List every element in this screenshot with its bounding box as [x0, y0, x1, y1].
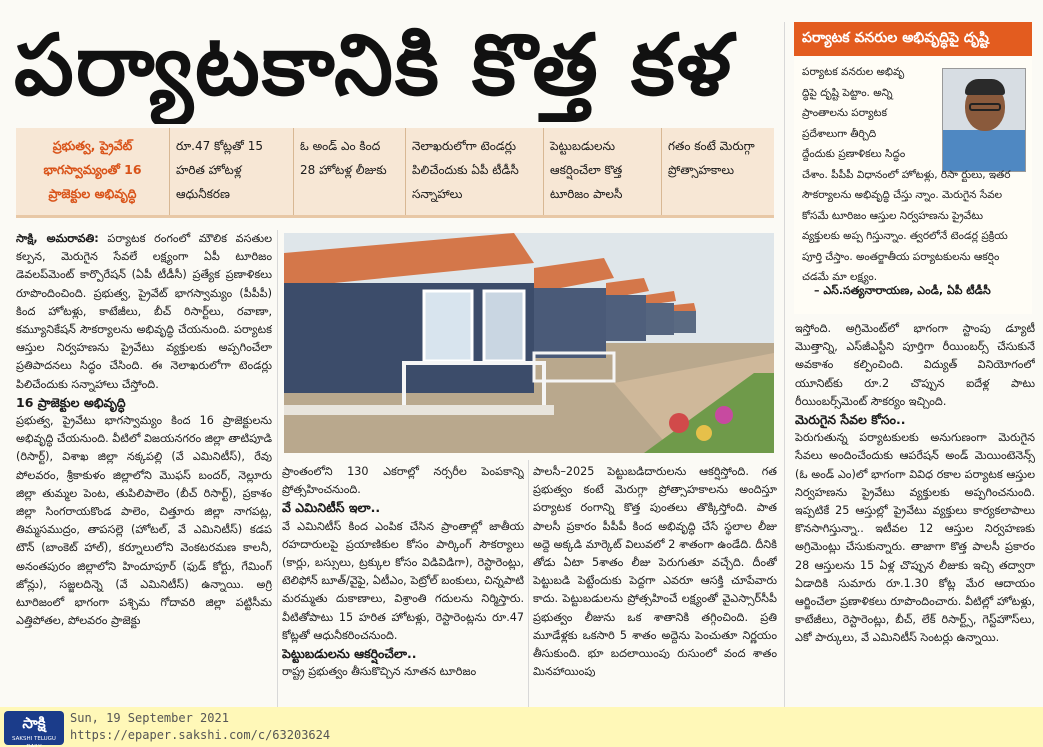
highlight-item: పెట్టుబడులను ఆకర్షించేలా కొత్త టూరిజం పాలసీ: [544, 128, 662, 215]
quote-line: ప్రదేశాలుగా తీర్చిది: [802, 127, 877, 140]
paragraph: ప్రభుత్వ, ప్రైవేటు భాగస్వామ్యం కింద 16 ప్రాజెక్టులను అభివృద్ధి చేయనుంది. వీటిలో విజయనగరం జిల్లా తాటిపూడి (రిసార్ట్), విశాఖ జిల్లా నక్కపల్లి (వే ఎమినిటీస్), రేవు పోలవరం, శ్రీకాకుళం జిల్లాలోని మొఫస్ బందర్, నెల్లూరు జిల్లా తుమ్మల పెంట, తుపిలిపాలెం (బీచ్ రిసార్ట్), ప్రకాశం జిల్లా సింగరాయకొండ పాలెం, చిత్తూరు జిల్లా నాగపట్ల, తిమ్మసముద్రం, తాపసల్లె (హోటల్, వే ఎమినిటీస్) కడప టౌన్ (బాంకెట్ హాల్), కర్నూలులోని వెంకటరమణ కాలనీ, అనంతపురం జిల్లాలోని హిందూపూర్ (ఫుడ్ కోర్టు, గేమింగ్ జోన్లు), సజ్జలదిన్నె (వే ఎమినిటీస్) ఉన్నాయి. అగ్రి టూరిజంలో భాగంగా పశ్చిమ గోదావరి జిల్లా పట్టిసీమ ఎత్తిపోతల, పోలవరం ప్రాజెక్టు: [16, 414, 272, 628]
logo-subtext: SAKSHI TELUGU DAILY: [12, 736, 56, 747]
paragraph: పర్యాటక రంగంలో మౌలిక వసతుల కల్పన, మెరుగైన సేవలే లక్ష్యంగా ఏపీ టూరిజం డెవలప్‌మెంట్ కార్పొరేషన్ (ఏపీ టీడీసీ) ప్రత్యేక ప్రణాళికలు రూపొందించింది. ప్రభుత్వ, ప్రైవేట్ భాగస్వామ్యం (పీపీపీ) కింద హోటళ్లు, కాటేజీలు, బీచ్ రిసార్ట్‌లు, రవాణా, కమ్యూనికేషన్ సౌకర్యాలను అభివృద్ధి చేయనుంది. పర్యాటక ఆస్తుల నిర్వహణను ప్రైవేటు వ్యక్తులకు అప్పగించేలా ప్రతిపాదనలు సిద్ధం చేసింది. ఈ నెలాఖరులోగా టెండర్లు పిలిచేందుకు సన్నాహాలు చేస్తోంది.: [16, 232, 272, 391]
highlight-item: ఓ అండ్ ఎం కింద 28 హోటళ్ల లీజుకు: [294, 128, 406, 215]
column-divider: [528, 460, 529, 707]
paragraph: ప్రాంతంలోని 130 ఎకరాల్లో నర్సరీల పెంపకాన్ని ప్రోత్సహించనుంది.: [282, 465, 524, 497]
highlight-item: ప్రభుత్వ, ప్రైవేట్ భాగస్వామ్యంతో 16 ప్రాజెక్టుల అభివృద్ధి: [16, 128, 170, 215]
subheading: 16 ప్రాజెక్టుల అభివృద్ధి: [16, 394, 126, 410]
sidebar-title: పర్యాటక వనరుల అభివృద్ధిపై దృష్టి: [794, 22, 1032, 56]
highlights-strip: [16, 128, 774, 218]
sidebar-quote-box: [794, 22, 1032, 314]
paragraph: రాష్ట్ర ప్రభుత్వం తీసుకొచ్చిన నూతన టూరిజం: [282, 665, 477, 679]
headline: పర్యాటకానికి కొత్త కళ: [14, 16, 734, 114]
subheading: మెరుగైన సేవల కోసం..: [795, 412, 906, 428]
quote-line: ద్ధిపై దృష్టి పెట్టాం. అన్ని: [802, 86, 893, 99]
highlight-item: రూ.47 కోట్లతో 15 హరిత హోటళ్ల ఆధునీకరణ: [170, 128, 294, 215]
column-divider: [784, 22, 785, 707]
quote-line: పర్యాటక వనరుల అభివృ: [802, 66, 905, 78]
article-column: [282, 463, 524, 708]
cottages-photo: [284, 233, 774, 453]
article-column: [795, 320, 1035, 708]
paragraph: ఇస్తోంది. అగ్రిమెంట్‌లో భాగంగా స్టాంపు డ్యూటీ మొత్తాన్ని, ఎస్‌జీఎస్టీని పూర్తిగా రీయింబర్స్ చేసుకునే అవకాశం కల్పించింది. విద్యుత్ వినియోగంలో యూనిట్‌కు రూ.2 చొప్పున ఐదేళ్ల పాటు రీయింబర్స్‌మెంట్ సౌకర్యం ఇచ్చింది.: [795, 322, 1035, 408]
source-link[interactable]: https://epaper.sakshi.com/c/63203624: [70, 728, 331, 742]
column-divider: [277, 230, 278, 707]
article-column: [16, 230, 272, 706]
logo-text: సాక్షి: [22, 714, 46, 732]
subheading: వే ఎమినిటీస్ ఇలా..: [282, 500, 381, 516]
paragraph: పెరుగుతున్న పర్యాటకులకు అనుగుణంగా మెరుగైన సేవలు అందించేందుకు ఆపరేషన్ అండ్ మెయింటెనెన్స్ (ఓ అండ్ ఎం)లో భాగంగా వివిధ రకాల పర్యాటక ఆస్తుల నిర్వహణను ప్రైవేటు వ్యక్తులకు అప్పగించనుంది. ఇప్పటికే 25 ఆస్తుల్లో ప్రైవేటు వ్యక్తులు కార్యకలాపాలు కొనసాగిస్తున్నా.. ఇటీవల 12 ఆస్తుల నిర్వహణకు అగ్రిమెంట్లు చేసుకున్నారు. తాజాగా కొత్త పాలసీ ప్రకారం 28 ఆస్తులను 15 ఏళ్ల చొప్పున లీజుకు ఇచ్చి తద్వారా ఏడాదికి సుమారు రూ.1.30 కోట్ల మేర ఆదాయం ఆర్జించేలా ప్రణాళికలు రూపొందించారు. వీటిల్లో హోటళ్లు, కాటేజీలు, రెస్టారెంట్లు, బీచ్, లేక్ రిసార్ట్స్, గెస్ట్‌హౌస్‌లు, ఎకో పార్కులు, వే ఎమినిటీస్ సెంటర్లు ఉన్నాయి.: [795, 431, 1035, 645]
highlight-item: గతం కంటే మెరుగ్గా ప్రోత్సాహకాలు: [668, 139, 755, 177]
paragraph: వే ఎమినిటీస్ కింద ఎంపిక చేసిన ప్రాంతాల్లో జాతీయ రహదారులపై ప్రయాణికుల కోసం పార్కింగ్ సౌకర్యాలు (కార్లు, బస్సులు, ట్రక్కుల కోసం విడివిడిగా), రెస్టారెంట్లు, టెలిఫోన్ బూత్‌/వైఫై, ఏటీఎం, పెట్రోల్ బంకులు, చిన్నపాటి మరమ్మతు దుకాణాలు, విశ్రాంతి గదులను నిర్మిస్తారు. వీటితోపాటు 15 హరిత హోటళ్లు, రెస్టారెంట్లను రూ.47 కోట్లతో ఆధునీకరించనుంది.: [282, 519, 524, 642]
sidebar-quote: [802, 62, 1024, 288]
edition-date: Sun, 19 September 2021: [70, 711, 229, 725]
quote-line: ద్దేందుకు ప్రణాళికలు సిద్ధం: [802, 148, 906, 160]
article-column: [533, 463, 777, 708]
footer-bar: [0, 707, 1043, 747]
quote-credit: – ఎస్‌.సత్యనారాయణ, ఎండీ, ఏపీ టీడీసీ: [814, 284, 991, 297]
highlight-item: నెలాఖరులోగా టెండర్లు పిలిచేందుకు ఏపీ టీడీసీ సన్నాహాలు: [406, 128, 544, 215]
sakshi-logo: [4, 711, 64, 745]
subheading: పెట్టుబడులను ఆకర్షించేలా..: [282, 646, 417, 662]
dateline: సాక్షి, అమరావతి:: [16, 232, 99, 245]
quote-body: చేశాం. పీపీపీ విధానంలో హోటళ్లు, రిసా ర్టులు, ఇతర సౌకర్యాలను అభివృద్ధి చేస్తు న్నాం. మెరుగైన సేవల కోసమే టూరిజం ఆస్తుల నిర్వహణను ప్రైవేటు వ్యక్తులకు అప్ప గిస్తున్నాం. త్వరలోనే టెండర్ల ప్రక్రియ పూర్తి చేస్తాం. అంతర్జాతీయ పర్యాటకులను ఆకర్షిం చడమే మా లక్ష్యం.: [802, 168, 1011, 283]
quote-line: ప్రాంతాలను పర్యాటక: [802, 107, 887, 119]
paragraph: పాలసీ–2025 పెట్టుబడిదారులను ఆకర్షిస్తోంది. గత ప్రభుత్వం కంటే మెరుగ్గా ప్రోత్సాహకాలను అందిస్తూ పర్యాటక రంగాన్ని కొత్త పుంతలు తొక్కిస్తోంది. పాత పాలసీ ప్రకారం పీపీపీ కింద అభివృద్ధి చేసే స్థలాల లీజు అద్దె అక్కడి మార్కెట్ విలువలో 2 శాతంగా ఉండేది. దీనికి తోడు ఏటా 5శాతం లీజు పెరుగుతూ వచ్చేది. దీంతో పెట్టుబడి పెట్టేందుకు పెద్దగా ఎవరూ ఆసక్తి చూపేవారు కాదు. పెట్టుబడులను ప్రోత్సహించే లక్ష్యంతో వైఎస్సార్‌సీపీ ప్రభుత్వం లీజును ఒక శాతానికి తగ్గించింది. ప్రతి మూడేళ్లకు ఒకసారి 5 శాతం అద్దెను పెంచుతూ నిర్ణయం తీసుకుంది. భూ బదలాయింపు రుసుంలో వంద శాతం మినహాయింపు: [533, 465, 777, 679]
